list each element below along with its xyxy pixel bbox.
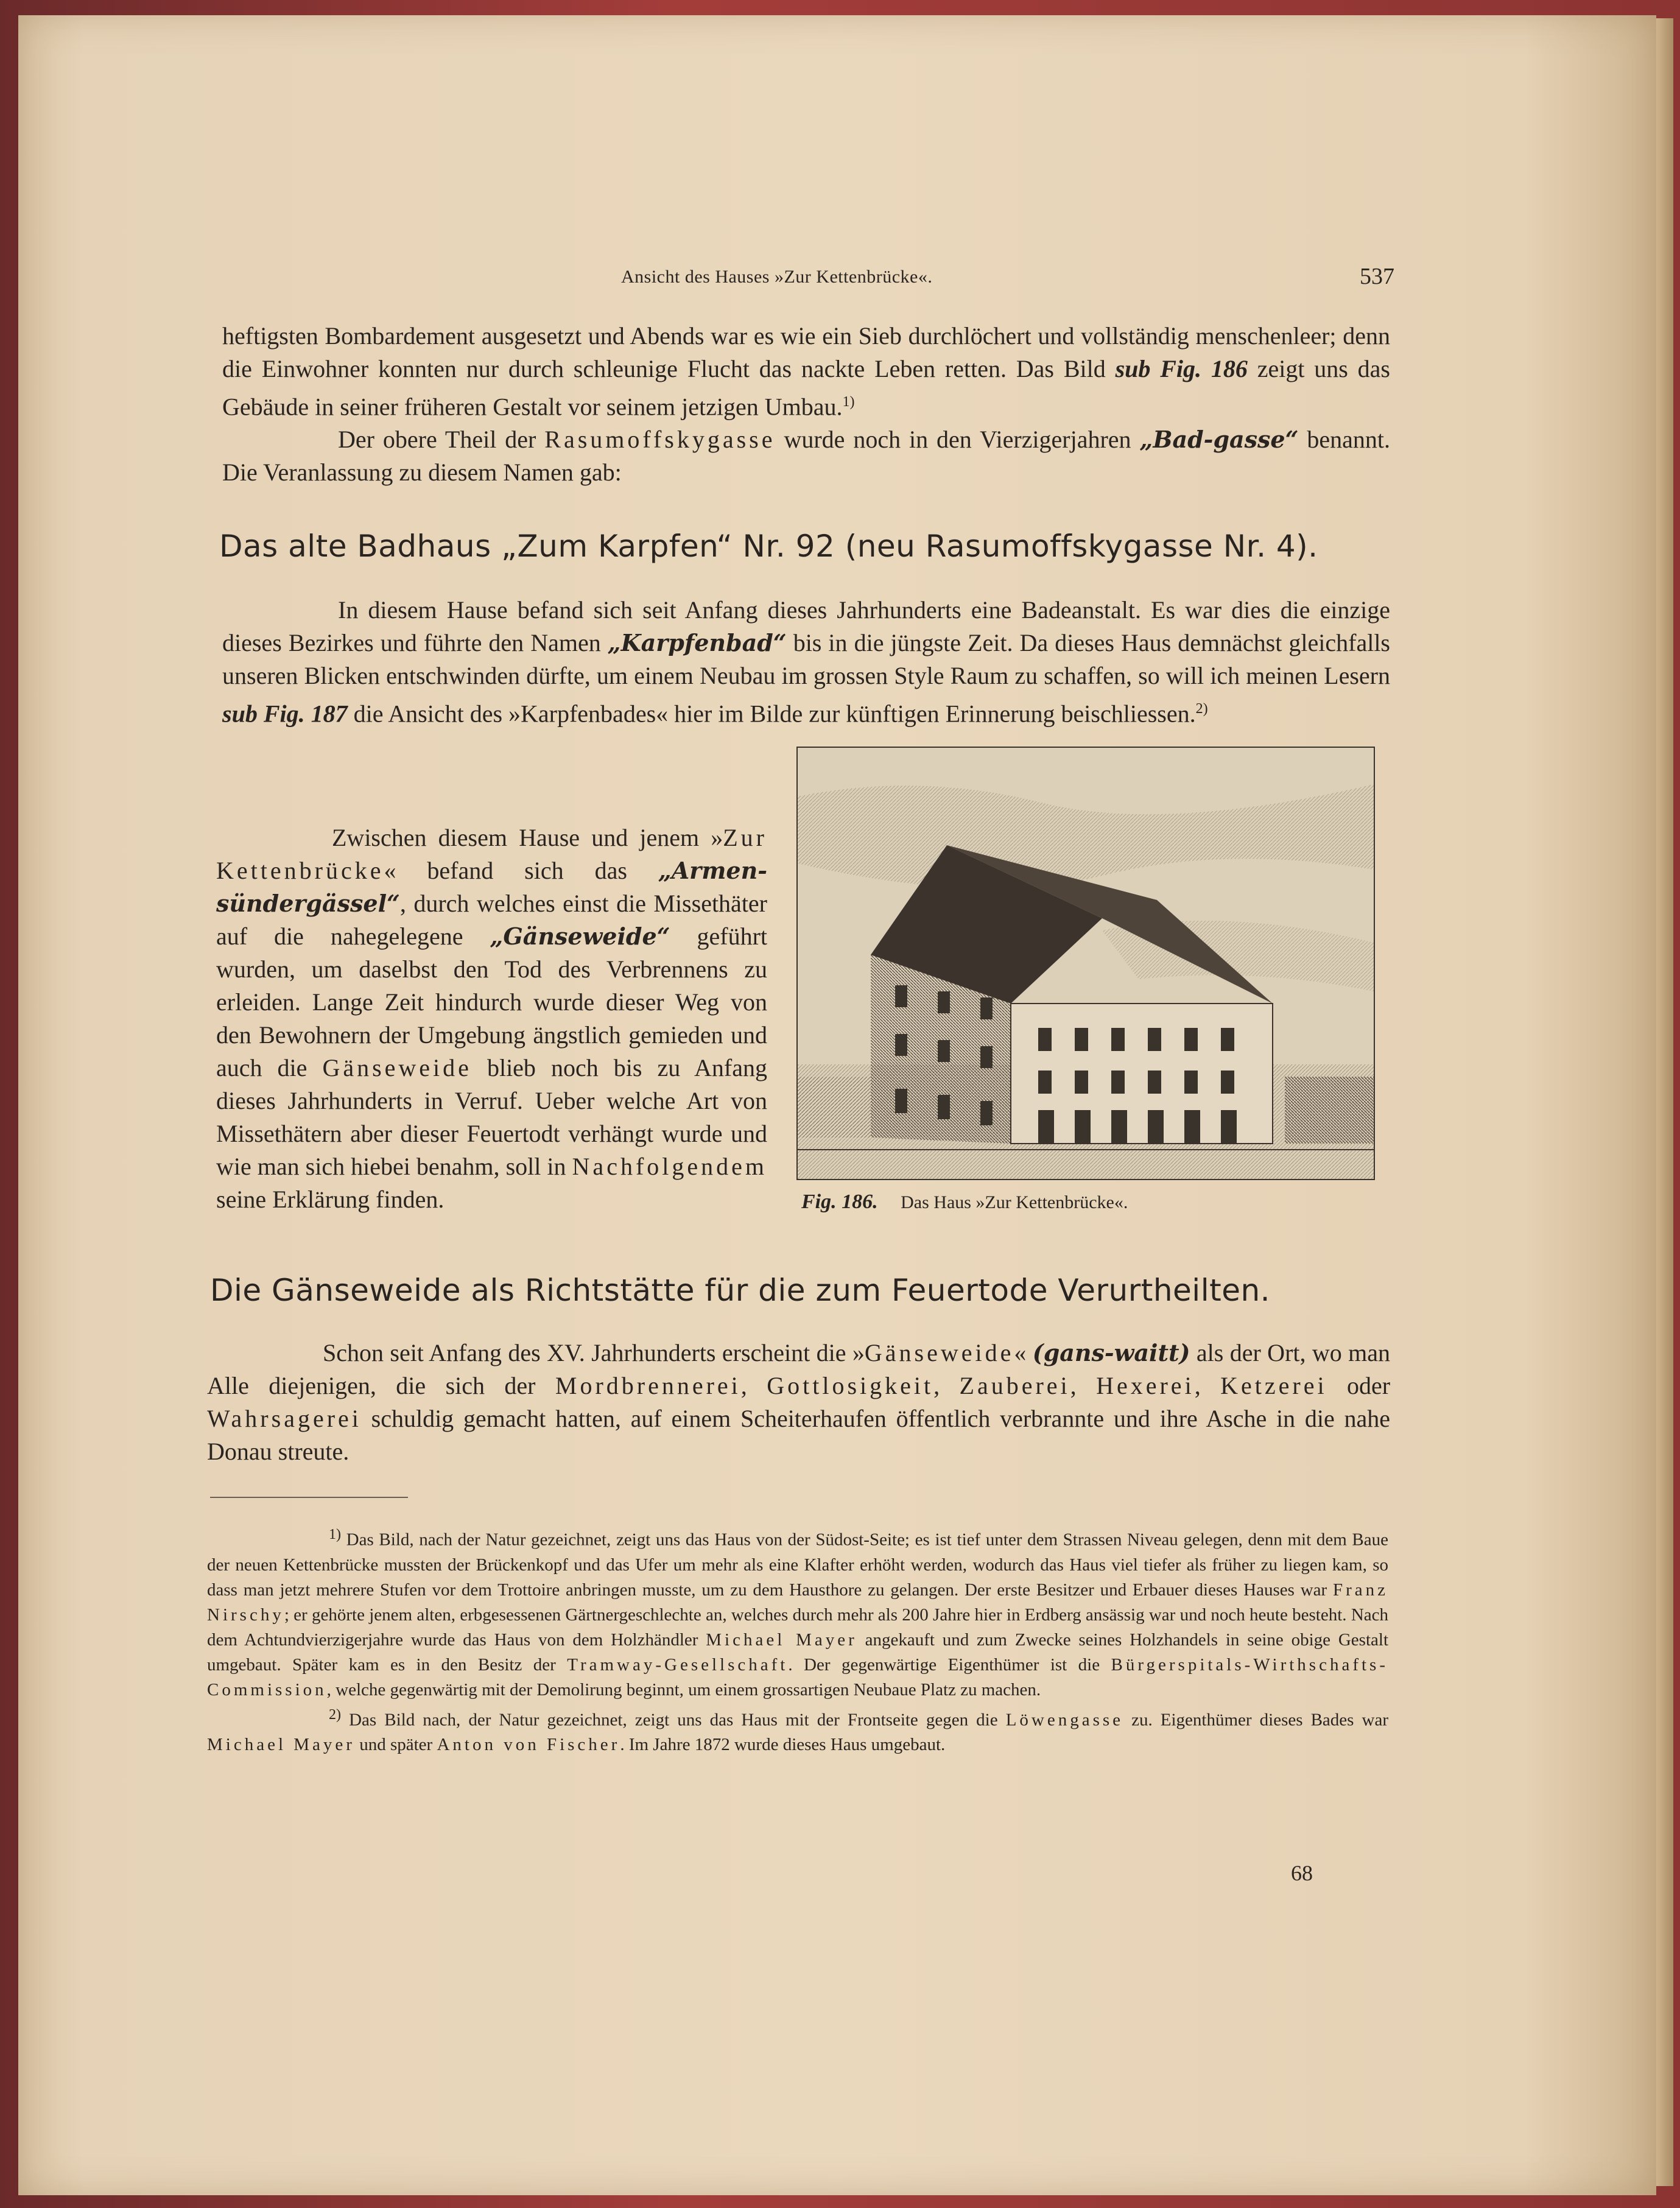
footnote-mark: 1) (842, 394, 855, 410)
body-karpfen-wide (222, 594, 1390, 730)
figure-reference: sub Fig. 186 (1115, 355, 1248, 382)
section-heading-karpfen: Das alte Badhaus „Zum Karpfen“ Nr. 92 (neu Rasumoffskygasse Nr. 4). (219, 529, 1318, 564)
figure-caption-text: Das Haus »Zur Kettenbrücke«. (901, 1192, 1128, 1212)
paragraph-2: Der obere Theil der Rasumoffskygasse wurde noch in den Vierzigerjahren „Bad-gasse“ benannt. Die Veranlassung zu diesem Namen gab: (222, 426, 1391, 487)
body-karpfen-column (216, 821, 767, 1216)
figure-reference: sub Fig. 187 (222, 700, 348, 728)
section-heading-gaenseweide: Die Gänseweide als Richtstätte für die zum Feuertode Verurtheilten. (210, 1273, 1271, 1308)
building-engraving (798, 748, 1374, 1179)
signature-mark: 68 (1291, 1861, 1313, 1885)
paragraph-4: Zwischen diesem Hause und jenem »Zur Kettenbrücke« befand sich das „Armen-sündergässel“, durch welches einst die Missethäter auf die nahegelegene „Gänseweide“ geführt wurden, um daselbst den Tod des Verbrennens zu erleiden. Lange Zeit hindurch wurde dieser Weg von den Bewohnern der Umgebung ängstlich gemieden und auch die Gänseweide blieb noch bis zu Anfang dieses Jahrhunderts in Verruf. Ueber welche Art von Missethätern aber dieser Feuertodt verhängt wurde und wie man sich hiebei benahm, soll in Nachfolgendem seine Erklärung finden. (216, 824, 768, 1213)
figure-label: Fig. 186. (801, 1190, 878, 1213)
footnote-divider (210, 1497, 408, 1498)
building-illustration (796, 747, 1375, 1180)
page-number: 537 (1360, 264, 1394, 289)
footnote-1: $^{1)}$ Das Bild, nach der Natur gezeichnet, zeigt uns das Haus von der Südost-Seite; es ist tief unter dem Strassen Niveau gelegen, denn mit dem Baue der neuen Kettenbrücke mussten der Brückenkopf und das Ufer um mehr als eine Klafter erhöht werden, wodurch das Haus viel tiefer als früher zu liegen kam, so dass man jetzt mehrere Stufen vor dem Trottoire anbringen musste, um zu dem Hausthore zu gelangen. Der erste Besitzer und Erbauer dieses Hauses war Franz Nirschy; er gehörte jenem alten, erbgesessenen Gärtnergeschlechte an, welches durch mehr als 200 Jahre hier in Erdberg ansässig war und noch heute besteht. Nach dem Achtundvierzigerjahre wurde das Haus von dem Holzhändler Michael Mayer angekauft und zum Zwecke seines Holzhandels in seine obige Gestalt umgebaut. Später kam es in den Besitz der Tramway-Gesellschaft. Der gegenwärtige Eigenthümer ist die Bürgerspitals-Wirthschafts-Commission, welche gegenwärtig mit der Demolirung beginnt, um einem grossartigen Neubaue Platz zu machen. (207, 1527, 1389, 1700)
paragraph-5: Schon seit Anfang des XV. Jahrhunderts erscheint die »Gänseweide« (gans-waitt) als der Ort, wo man Alle diejenigen, die sich der Mordbrennerei, Gottlosigkeit, Zauberei, Hexerei, Ketzerei oder Wahrsagerei schuldig gemacht hatten, auf einem Scheiterhaufen öffentlich verbrannte und ihre Asche in die nahe Donau streute. (207, 1339, 1391, 1465)
figure-caption (801, 1190, 1128, 1214)
running-title: Ansicht des Hauses »Zur Kettenbrücke«. (621, 267, 933, 287)
body-top (222, 320, 1390, 489)
footnote-mark: 2) (1195, 701, 1208, 717)
paragraph-3: In diesem Hause befand sich seit Anfang dieses Jahrhunderts eine Badeanstalt. Es war dies die einzige dieses Bezirkes und führte den Namen „Karpfenbad“ bis in die jüngste Zeit. Da dieses Haus demnächst gleichfalls unseren Blicken entschwinden dürfte, um einem Neubau im grossen Style Raum zu schaffen, so will ich meinen Lesern sub Fig. 187 die Ansicht des »Karpfenbades« hier im Bilde zur künftigen Erinnerung beischliessen.$^{2)}$ (222, 596, 1390, 728)
body-gaenseweide (207, 1337, 1390, 1468)
footnote-2: $^{2)}$ Das Bild nach, der Natur gezeichnet, zeigt uns das Haus mit der Frontseite gegen die Löwengasse zu. Eigenthümer dieses Bades war Michael Mayer und später Anton von Fischer. Im Jahre 1872 wurde dieses Haus umgebaut. (207, 1706, 1388, 1755)
footnotes (207, 1522, 1388, 1757)
paragraph-1: heftigsten Bombardement ausgesetzt und Abends war es wie ein Sieb durchlöchert und vollständig menschenleer; denn die Einwohner konnten nur durch schleunige Flucht das nackte Leben retten. Das Bild sub Fig. 186 zeigt uns das Gebäude in seiner früheren Gestalt vor seinem jetzigen Umbau.$^{1)}$ (222, 322, 1391, 421)
